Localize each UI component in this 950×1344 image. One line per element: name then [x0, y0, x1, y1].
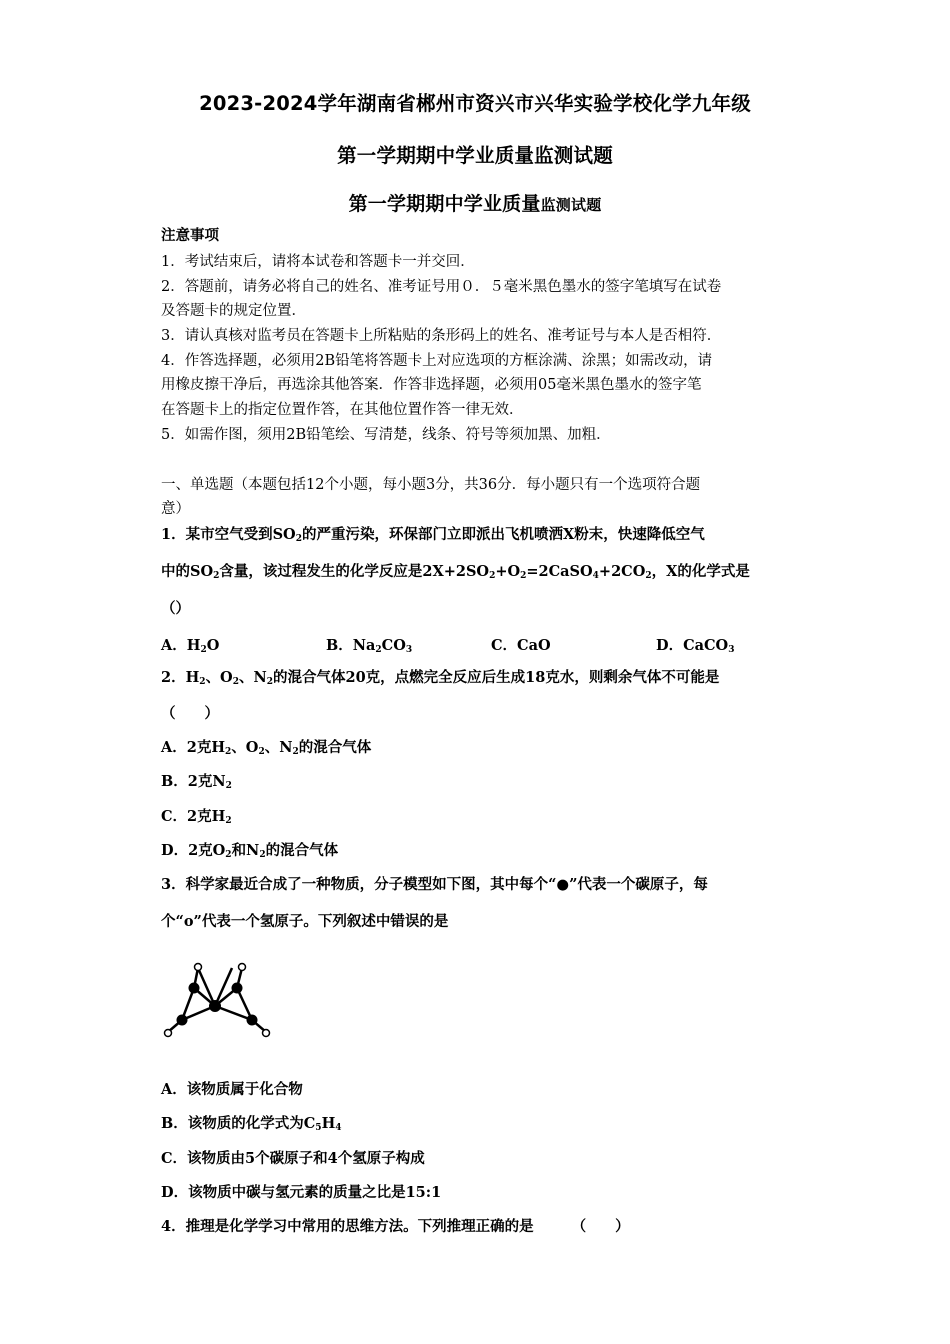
- subscript: 2: [266, 677, 273, 687]
- q3-line-2: 个“o”代表一个氢原子。下列叙述中错误的是: [161, 913, 449, 930]
- q1-text: 中的SO: [161, 563, 214, 580]
- carbon-atom: [232, 983, 243, 994]
- carbon-atom: [247, 1015, 258, 1026]
- subscript: 3: [728, 645, 735, 655]
- q1-text: ，X的化学式是: [651, 563, 750, 580]
- option-text: A．2克H: [161, 739, 226, 756]
- subscript: 4: [592, 571, 599, 581]
- subscript: 4: [335, 1123, 342, 1133]
- q1-text: 1．某市空气受到SO: [161, 526, 296, 543]
- carbon-atom: [189, 983, 200, 994]
- option-text: A．H: [161, 637, 201, 654]
- subscript: 2: [295, 534, 302, 544]
- subscript: 2: [213, 571, 220, 581]
- q2-text: 的混合气体20克，点燃完全反应后生成18克水，则剩余气体不可能是: [273, 669, 720, 686]
- hydrogen-atom: [195, 964, 202, 971]
- carbon-atom: [209, 1000, 221, 1012]
- subscript: 3: [405, 645, 413, 655]
- q2-text: 2．H: [161, 669, 200, 686]
- option-text: D．2克O: [161, 842, 226, 859]
- note-line: 用橡皮擦干净后，再选涂其他答案．作答非选择题，必须用05毫米黑色墨水的签字笔: [161, 377, 702, 393]
- q3-line-1: 3．科学家最近合成了一种物质，分子模型如下图，其中每个“●”代表一个碳原子，每: [161, 876, 708, 893]
- section-heading-line-1: 一、单选题（本题包括12个小题，每小题3分，共36分．每小题只有一个选项符合题: [161, 477, 701, 493]
- hydrogen-atom: [239, 964, 246, 971]
- q2-line-1: [161, 668, 801, 688]
- title-line-3-small: 监测试题: [540, 196, 602, 214]
- q2-line-2: （ ）: [161, 705, 219, 722]
- molecule-model-diagram: [160, 958, 290, 1048]
- option-text: B．该物质的化学式为C: [161, 1115, 316, 1132]
- option-text: 、N: [264, 739, 293, 756]
- q1-text: 的严重污染，环保部门立即派出飞机喷洒X粉末，快速降低空气: [301, 526, 705, 543]
- subscript: 2: [225, 816, 232, 826]
- subscript: 2: [259, 850, 266, 860]
- q3-option-c[interactable]: C．该物质由5个碳原子和4个氢原子构成: [161, 1150, 425, 1167]
- q3-option-a[interactable]: A．该物质属于化合物: [161, 1081, 303, 1098]
- subscript: 2: [258, 747, 265, 757]
- subscript: 2: [199, 677, 206, 687]
- q1-line-1: [161, 525, 801, 545]
- q1-option-b[interactable]: [326, 634, 412, 655]
- q1-text: 含量，该过程发生的化学反应是2X+2SO: [219, 563, 490, 580]
- subscript: 5: [315, 1123, 322, 1133]
- option-text: H: [321, 1115, 336, 1132]
- note-line: 2．答题前，请务必将自己的姓名、准考证号用０．５毫米黑色墨水的签字笔填写在试卷: [161, 279, 722, 295]
- option-text: C．2克H: [161, 808, 226, 825]
- subscript: 2: [225, 781, 232, 791]
- option-text: D．CaCO: [656, 637, 729, 654]
- subscript: 2: [232, 677, 239, 687]
- option-text: B．Na: [326, 637, 376, 654]
- option-text: 和N: [231, 842, 260, 859]
- option-text: CO: [381, 637, 406, 654]
- title-line-3-main: 第一学期期中学业质量: [348, 193, 541, 215]
- note-line: 在答题卡上的指定位置作答，在其他位置作答一律无效．: [161, 402, 524, 418]
- subscript: 2: [225, 850, 232, 860]
- note-line: 及答题卡的规定位置．: [161, 303, 306, 319]
- q2-option-c[interactable]: [161, 807, 801, 827]
- answer-blank: （ ）: [571, 1218, 630, 1235]
- note-line: 4．作答选择题，必须用2B铅笔将答题卡上对应选项的方框涂满、涂黑；如需改动，请: [161, 353, 713, 369]
- q1-text: =2CaSO: [526, 563, 593, 580]
- subscript: 2: [520, 571, 527, 581]
- option-text: 、O: [231, 739, 259, 756]
- subscript: 2: [375, 645, 382, 655]
- subscript: 2: [489, 571, 496, 581]
- q4-text: 4．推理是化学学习中常用的思维方法。下列推理正确的是: [161, 1218, 534, 1235]
- carbon-atom: [177, 1015, 188, 1026]
- q2-text: 、O: [205, 669, 233, 686]
- hydrogen-atom: [263, 1030, 270, 1037]
- subscript: 2: [200, 645, 207, 655]
- subscript: 2: [292, 747, 299, 757]
- q1-option-c[interactable]: [491, 634, 551, 655]
- note-line: 1．考试结束后，请将本试卷和答题卡一并交回．: [161, 254, 475, 270]
- note-line: 3．请认真核对监考员在答题卡上所粘贴的条形码上的姓名、准考证号与本人是否相符．: [161, 328, 722, 344]
- q3-option-b[interactable]: [161, 1114, 801, 1134]
- q1-line-3: （）: [161, 600, 190, 617]
- q2-option-b[interactable]: [161, 772, 801, 792]
- option-text: O: [206, 637, 220, 654]
- q2-option-d[interactable]: [161, 841, 801, 861]
- q2-text: 、N: [238, 669, 267, 686]
- subscript: 2: [645, 571, 652, 581]
- option-text: 的混合气体: [298, 739, 372, 756]
- notes-heading: 注意事项: [161, 227, 219, 244]
- q1-text: +2CO: [598, 563, 646, 580]
- title-line-3: [0, 189, 950, 216]
- q1-line-2: [161, 562, 801, 582]
- section-heading-line-2: 意）: [161, 501, 190, 517]
- subscript: 2: [225, 747, 232, 757]
- option-text: B．2克N: [161, 773, 226, 790]
- title-line-1: 2023-2024学年湖南省郴州市资兴市兴华实验学校化学九年级: [199, 92, 751, 115]
- title-line-2: 第一学期期中学业质量监测试题: [337, 144, 613, 167]
- q1-option-d[interactable]: [656, 634, 734, 655]
- hydrogen-atom: [165, 1030, 172, 1037]
- q1-text: +O: [495, 563, 521, 580]
- q2-option-a[interactable]: [161, 738, 801, 758]
- option-text: 的混合气体: [265, 842, 339, 859]
- q1-option-a[interactable]: [161, 634, 219, 655]
- q3-option-d[interactable]: D．该物质中碳与氢元素的质量之比是15:1: [161, 1184, 442, 1201]
- q4-line-1: [161, 1217, 801, 1237]
- note-line: 5．如需作图，须用2B铅笔绘、写清楚，线条、符号等须加黑、加粗．: [161, 427, 611, 443]
- option-text: C．CaO: [491, 637, 551, 654]
